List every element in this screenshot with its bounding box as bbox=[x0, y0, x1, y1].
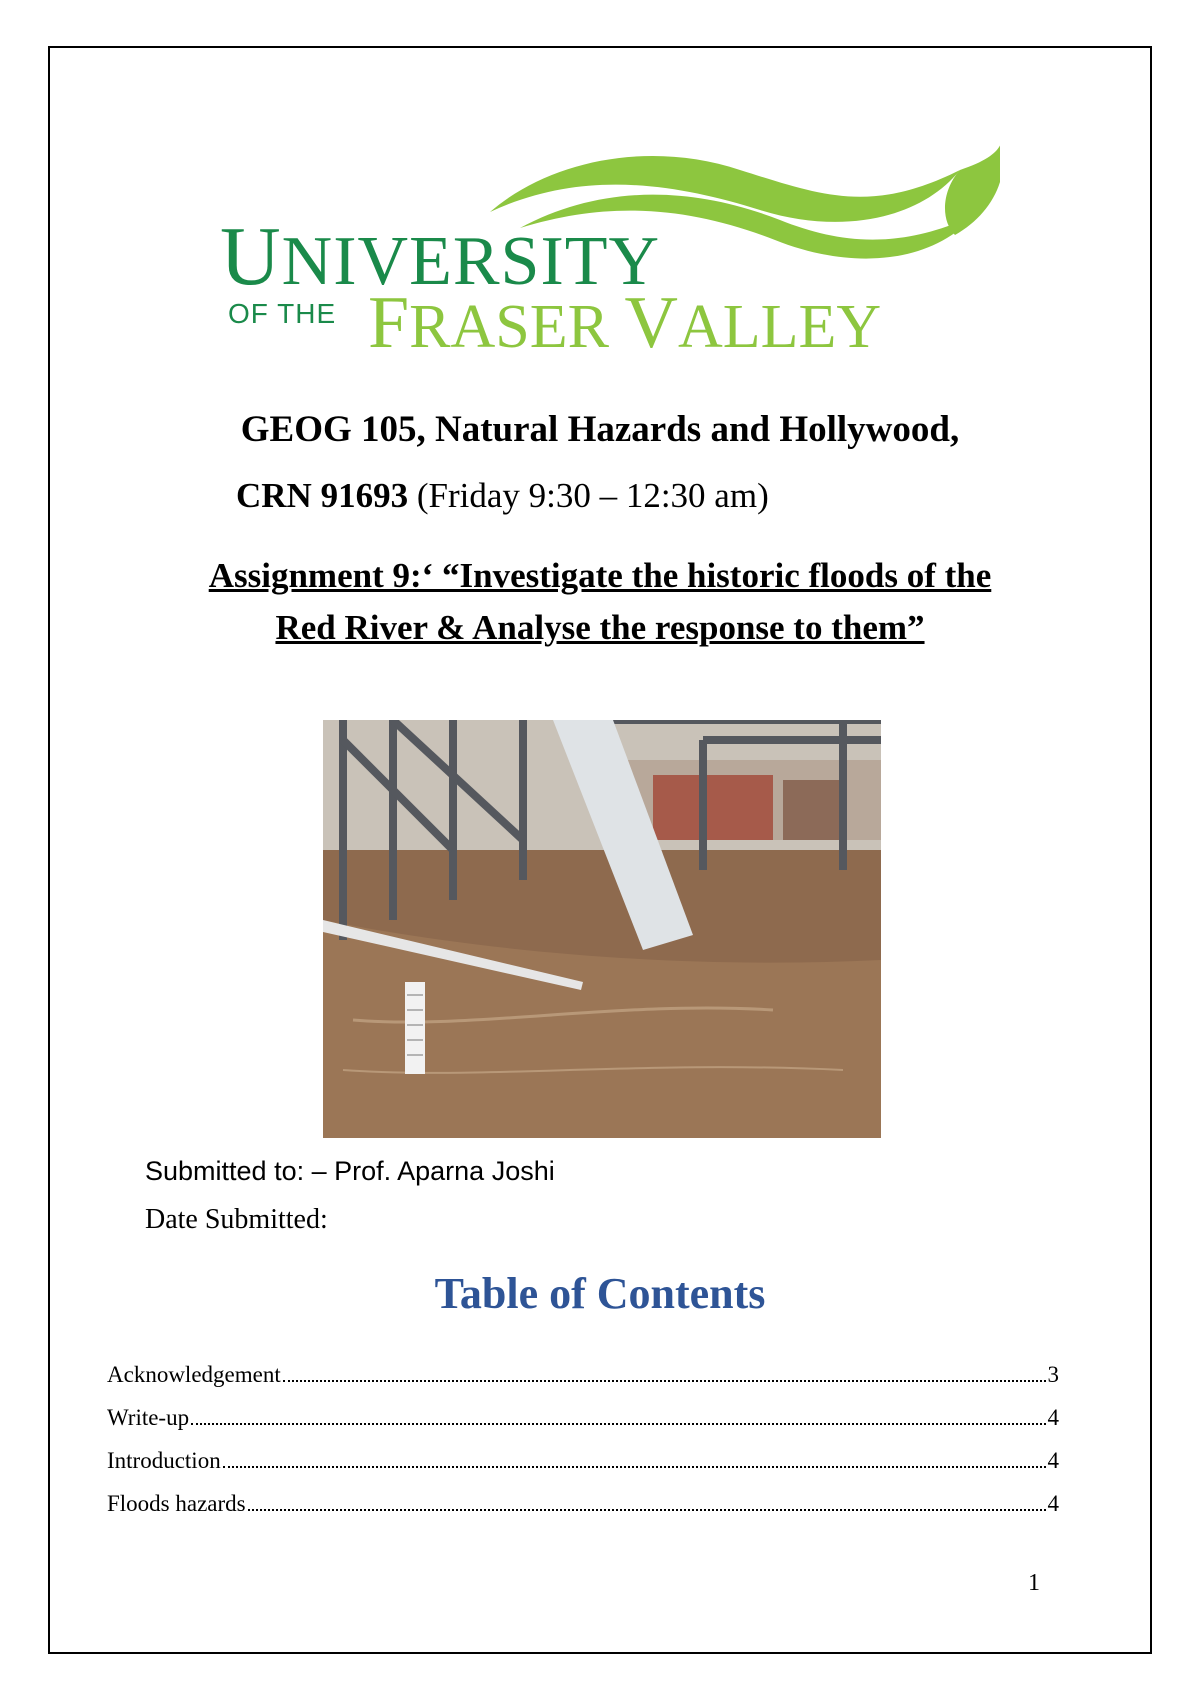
toc-entry[interactable] bbox=[107, 1362, 1059, 1396]
logo-fraser-valley-text: FRASER VALLEY bbox=[368, 282, 882, 364]
crn-number: CRN 91693 bbox=[236, 476, 409, 515]
toc-entry[interactable] bbox=[107, 1448, 1059, 1482]
toc-dot-leader bbox=[283, 1380, 1046, 1382]
logo-university-text: UNIVERSITY bbox=[220, 210, 661, 303]
date-submitted: Date Submitted: bbox=[145, 1204, 328, 1235]
course-title: GEOG 105, Natural Hazards and Hollywood, bbox=[240, 409, 960, 450]
toc-dot-leader bbox=[223, 1466, 1046, 1468]
toc-entry-page: 3 bbox=[1047, 1362, 1059, 1387]
toc-dot-leader bbox=[248, 1509, 1046, 1511]
submitted-to: Submitted to: – Prof. Aparna Joshi bbox=[145, 1156, 555, 1186]
assignment-title-line2: Red River & Analyse the response to them” bbox=[275, 608, 925, 647]
toc-entry-label: Floods hazards bbox=[107, 1491, 246, 1516]
toc-title: Table of Contents bbox=[434, 1269, 766, 1318]
toc-entry-page: 4 bbox=[1047, 1405, 1059, 1430]
assignment-title-line1: Assignment 9:‘ “Investigate the historic floods of the bbox=[208, 556, 992, 595]
logo-univ-rest: NIVERSITY bbox=[281, 223, 661, 300]
page-number: 1 bbox=[1028, 1570, 1040, 1596]
toc-entry-page: 4 bbox=[1047, 1491, 1059, 1516]
logo-of-the-text: OF THE bbox=[228, 298, 337, 329]
flooded-bridge-photo bbox=[323, 720, 881, 1138]
toc-dot-leader bbox=[191, 1423, 1045, 1425]
toc-entry-label: Introduction bbox=[107, 1448, 221, 1473]
toc-entry[interactable] bbox=[107, 1405, 1059, 1439]
crn-line bbox=[236, 476, 769, 516]
university-logo bbox=[220, 140, 1000, 380]
class-time: (Friday 9:30 – 12:30 am) bbox=[408, 476, 769, 515]
toc-entry-label: Acknowledgement bbox=[107, 1362, 281, 1387]
toc-entry[interactable] bbox=[107, 1491, 1059, 1525]
toc-entry-label: Write-up bbox=[107, 1405, 190, 1430]
toc-entry-page: 4 bbox=[1047, 1448, 1059, 1473]
